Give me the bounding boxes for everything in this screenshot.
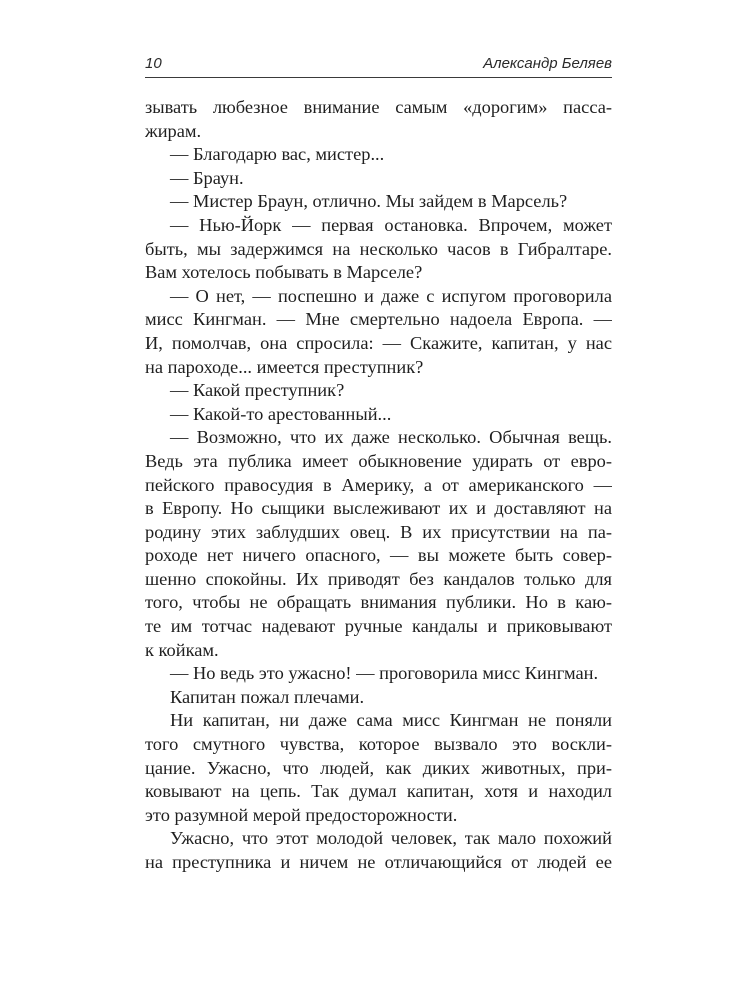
text-line: на преступника и ничем не отличающийся от людей ее (145, 852, 612, 872)
text-line: пейского правосудия в Америку, а от американского — (145, 474, 612, 495)
text-line: — Какой-то арестованный... (170, 403, 392, 424)
text-line: зывать любезное внимание самым «дорогим» пасса- (145, 97, 612, 117)
text-line: к койкам. (145, 639, 219, 660)
text-line: Капитан пожал плечами. (170, 686, 365, 707)
text-line: — Благодарю вас, мистер... (170, 144, 385, 165)
header-rule (145, 77, 612, 78)
text-line: — Нью-Йорк — первая остановка. Впрочем, может (170, 214, 612, 235)
text-line: — Мистер Браун, отлично. Мы зайдем в Марсель? (170, 191, 568, 212)
text-line: шенно спокойны. Их приводят без кандалов только для (145, 568, 612, 589)
text-line: те им тотчас надевают ручные кандалы и приковывают (145, 616, 612, 637)
text-line: — Какой преступник? (170, 380, 345, 401)
body-text (145, 96, 612, 875)
text-line: — Возможно, что их даже несколько. Обычная вещь. (170, 427, 612, 448)
text-line: Ведь эта публика имеет обыкновение удирать от евро- (145, 450, 612, 471)
text-line: — О нет, — поспешно и даже с испугом проговорила (170, 285, 612, 306)
text-line: быть, мы задержимся на несколько часов в Гибралтаре. (145, 238, 612, 259)
text-line: того, чтобы не обращать внимания публики. Но в каю- (145, 592, 612, 613)
text-line: это разумной мерой предосторожности. (145, 804, 458, 825)
text-line: жирам. (145, 120, 202, 141)
running-head-author: Александр Беляев (483, 55, 612, 72)
text-line: — Браун. (170, 167, 244, 188)
text-line: ковывают на цепь. Так думал капитан, хотя и находил (145, 781, 612, 802)
page-header (145, 55, 612, 77)
text-line: — Но ведь это ужасно! — проговорила мисс Кингман. (170, 663, 599, 684)
text-line: цание. Ужасно, что людей, как диких животных, при- (145, 757, 612, 778)
text-line: Ужасно, что этот молодой человек, так мало похожий (170, 828, 612, 849)
text-line: И, помолчав, она спросила: — Скажите, капитан, у нас (145, 332, 612, 353)
text-line: Вам хотелось побывать в Марселе? (145, 262, 423, 283)
text-line: того смутного чувства, которое вызвало это воскли- (145, 734, 612, 755)
page-number: 10 (145, 55, 162, 72)
text-line: роходе нет ничего опасного, — вы можете быть совер- (145, 545, 612, 566)
text-line: родину этих заблудших овец. В их присутствии на па- (145, 521, 612, 542)
text-line: на пароходе... имеется преступник? (145, 356, 424, 377)
text-line: в Европу. Но сыщики выслеживают их и доставляют на (145, 498, 612, 519)
text-line: Ни капитан, ни даже сама мисс Кингман не поняли (170, 710, 612, 731)
text-line: мисс Кингман. — Мне смертельно надоела Европа. — (145, 309, 612, 330)
